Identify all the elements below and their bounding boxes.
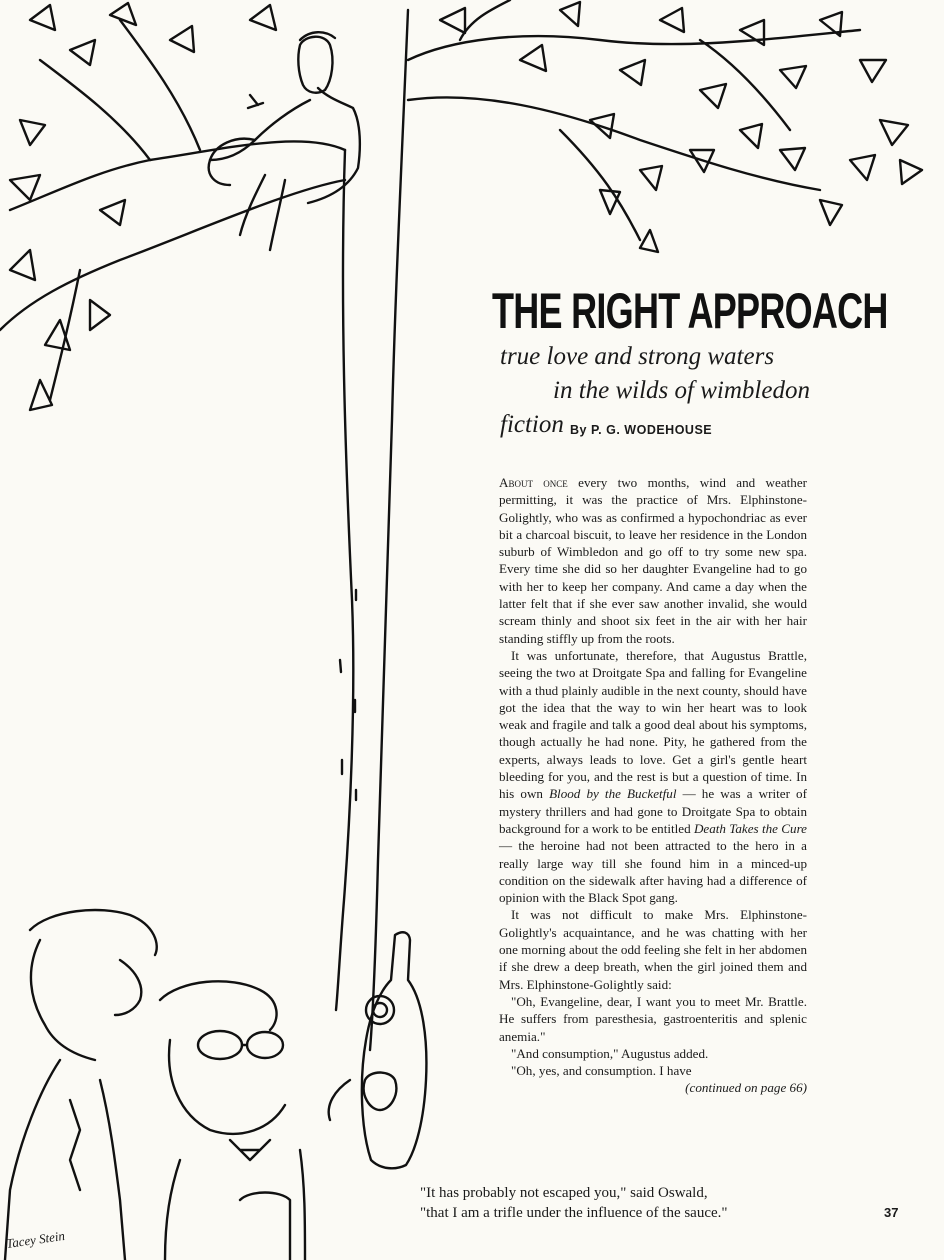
leaf (30, 5, 55, 30)
leaf (250, 5, 276, 30)
leaf (860, 60, 886, 82)
leaf (170, 26, 194, 52)
article-paragraph: "Oh, yes, and consumption. I have (511, 1063, 692, 1079)
continued-note: (continued on page 66) (685, 1080, 807, 1096)
article-paragraph: "And consumption," Augustus added. (511, 1045, 709, 1061)
tree-trunk-left (336, 150, 353, 1010)
leaf (560, 2, 580, 26)
paragraph-text: — the heroine had not been attracted to the hero in a really large way till she found him in a minced-up condition on the sidewalk after having had a difference of opinion with the Black Spot gang. (499, 838, 807, 906)
leaf (90, 300, 110, 330)
leaf (10, 175, 40, 200)
leaf (900, 160, 922, 184)
author-byline: By P. G. WODEHOUSE (570, 423, 713, 437)
article-paragraph: It was not difficult to make Mrs. Elphinstone-Golightly's acquaintance, and he was chatting with her one morning about the odd feeling she felt in her abdomen if she drew a deep breath, when the girl joined them and Mrs. Elphinstone-Golightly said: (499, 907, 807, 992)
bottle (329, 932, 427, 1168)
leaf (620, 60, 645, 85)
tree-branch (10, 141, 345, 210)
tree-trunk (370, 10, 408, 1050)
spectacled-figure (160, 981, 305, 1260)
article-paragraph (499, 474, 807, 647)
page-number: 37 (884, 1205, 899, 1220)
leaf (600, 190, 620, 214)
tree-branch (700, 40, 790, 130)
article-title: THE RIGHT APPROACH (492, 283, 888, 339)
leaf (660, 8, 684, 32)
article-paragraph (499, 647, 807, 906)
leaf (440, 8, 465, 33)
leaf (20, 120, 45, 145)
leaf (820, 200, 842, 225)
leaf (880, 120, 908, 145)
illustration-caption (420, 1183, 820, 1223)
leaf (740, 124, 762, 148)
leaf (780, 66, 806, 88)
leaf (780, 148, 805, 170)
leaf (850, 155, 875, 180)
lead-in: About once (499, 475, 568, 490)
leaf (10, 250, 35, 280)
leaf (110, 3, 136, 25)
leaf (45, 320, 70, 350)
leaf (700, 84, 726, 108)
tree-branch (0, 180, 345, 330)
artist-signature: Tacey Stein (5, 1227, 66, 1252)
tree-branch (408, 30, 860, 60)
subtitle-line-2: in the wilds of wimbledon (553, 377, 810, 404)
article-paragraph: "Oh, Evangeline, dear, I want you to meet Mr. Brattle. He suffers from paresthesia, gastroenteritis and splenic anemia." (499, 993, 807, 1044)
book-title: Blood by the Bucketful (549, 786, 677, 802)
leaf (640, 230, 658, 252)
paragraph-text: — he was a writer of mystery thrillers and had gone to Droitgate Spa to obtain background for a work to be entitled (499, 786, 807, 836)
subtitle-line-3: fiction (500, 411, 564, 438)
leaf (70, 40, 95, 65)
tree-branch (40, 60, 150, 160)
leaf (520, 45, 546, 71)
caption-line-1: "It has probably not escaped you," said Oswald, (420, 1185, 708, 1201)
article-body (499, 474, 807, 1097)
paragraph-text: every two months, wind and weather permitting, it was the practice of Mrs. Elphinstone-Golightly, who was as confirmed a hypochondriac as ever bit a charcoal biscuit, to leave her residence in the London suburb of Wimbledon and go off to try some new spa. Every time she did so her daughter Evangeline had to go with her to keep her company. And came a day when the latter felt that if she ever saw another invalid, she would scream thinly and shoot six feet in the air with her hair standing stiffly up from the roots. (499, 475, 807, 646)
tree-branch (460, 0, 510, 40)
subtitle-line-1: true love and strong waters (500, 343, 775, 370)
book-title: Death Takes the Cure (693, 820, 807, 836)
tree-branch (120, 20, 200, 150)
paragraph-text: It was unfortunate, therefore, that Augustus Brattle, seeing the two at Droitgate Spa and falling for Evangeline with a thud plainly audible in the next county, should have got the idea that the way to win her heart was to look weak and fragile and talk a good deal about his symptoms, though actually he had none. Pity, he gathered from the experts, always leads to love. Get a girl's gentle heart bleeding for you, and the rest is but a question of time. In his own (499, 647, 807, 802)
tree-branch (560, 130, 640, 240)
caption-line-2: "that I am a trifle under the influence of the sauce." (420, 1205, 728, 1221)
leaf (640, 166, 662, 190)
leaf (30, 380, 52, 410)
leaf (100, 200, 125, 225)
oswald-figure (5, 910, 157, 1260)
